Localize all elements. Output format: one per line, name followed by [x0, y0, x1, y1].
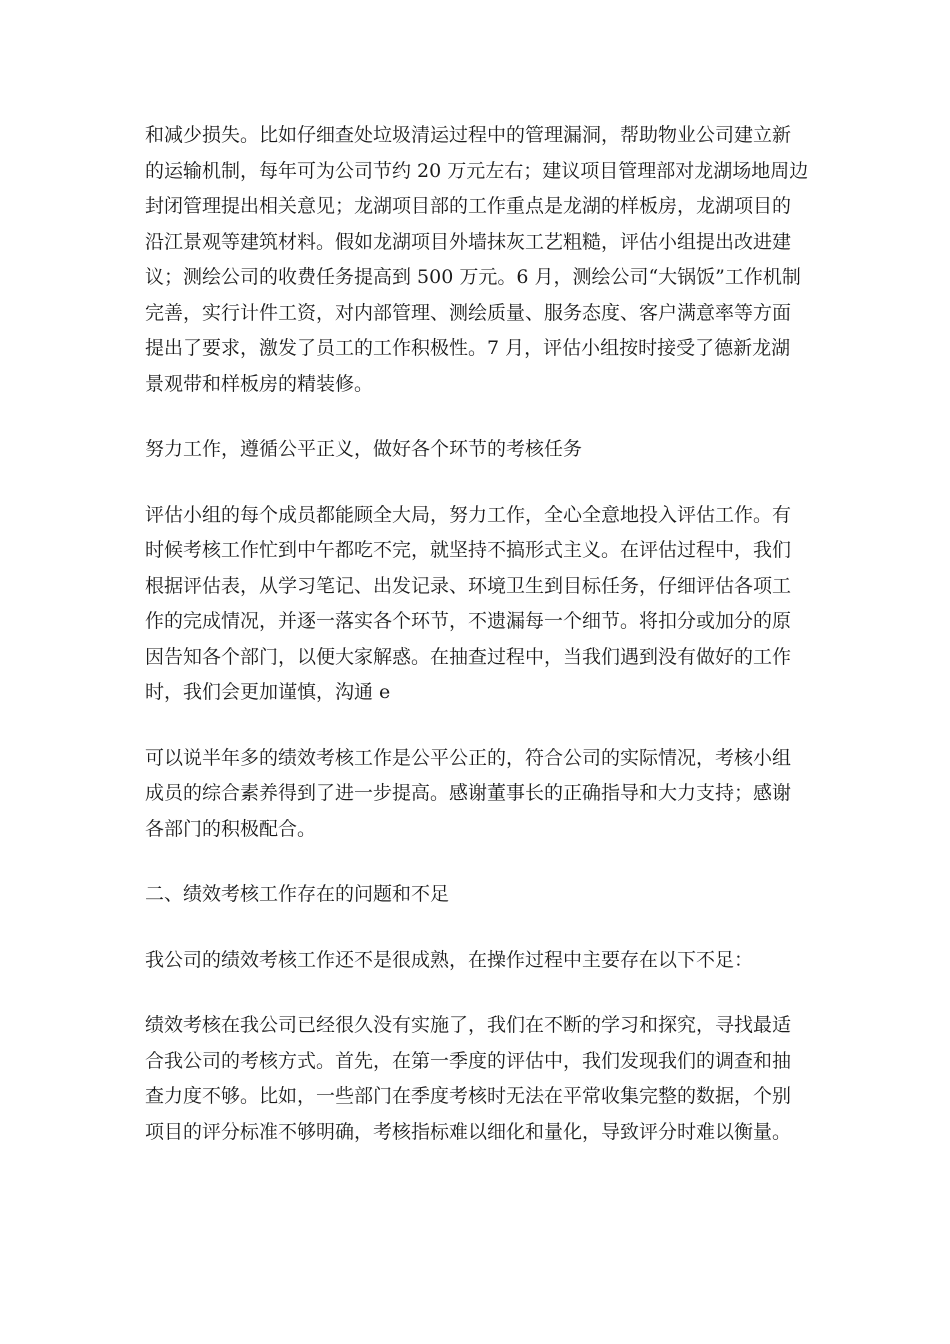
text-line: 景观带和样板房的精装修。: [145, 372, 374, 395]
text-line: 成员的综合素养得到了进一步提高。感谢董事长的正确指导和大力支持；感谢: [145, 782, 792, 804]
heading-line: 努力工作，遵循公平正义，做好各个环节的考核任务: [145, 438, 583, 460]
section-heading-fair-assessment: [145, 432, 810, 468]
text-line: 的运输机制，每年可为公司节约 20 万元左右；建议项目管理部对龙湖场地周边: [145, 159, 809, 182]
text-line: 合我公司的考核方式。首先，在第一季度的评估中，我们发现我们的调查和抽: [145, 1049, 792, 1072]
text-line: 时候考核工作忙到中午都吃不完，就坚持不搞形式主义。在评估过程中，我们: [145, 539, 792, 561]
text-line: 各部门的积极配合。: [145, 817, 317, 840]
text-line: 完善，实行计件工资，对内部管理、测绘质量、服务态度、客户满意率等方面: [145, 301, 792, 324]
text-line: 提出了要求，激发了员工的工作积极性。7 月，评估小组按时接受了德新龙湖: [145, 337, 791, 359]
text-line: 封闭管理提出相关意见；龙湖项目部的工作重点是龙湖的样板房，龙湖项目的: [145, 195, 792, 217]
text-line: 我公司的绩效考核工作还不是很成熟，在操作过程中主要存在以下不足：: [145, 948, 754, 971]
paragraph-loss-reduction: [145, 118, 810, 402]
text-line: 因告知各个部门，以便大家解惑。在抽查过程中，当我们遇到没有做好的工作: [145, 645, 792, 668]
text-line: 沿江景观等建筑材料。假如龙湖项目外墙抹灰工艺粗糙，评估小组提出改进建: [145, 230, 792, 253]
text-line: 查力度不够。比如，一些部门在季度考核时无法在平常收集完整的数据，个别: [145, 1085, 792, 1107]
text-line: 议；测绘公司的收费任务提高到 500 万元。6 月，测绘公司“大锅饭”工作机制: [145, 266, 801, 288]
document-page: [145, 118, 810, 1180]
paragraph-shortcomings-detail: [145, 1008, 810, 1150]
text-line: 根据评估表，从学习笔记、出发记录、环境卫生到目标任务，仔细评估各项工: [145, 574, 792, 597]
text-line: 和减少损失。比如仔细查处垃圾清运过程中的管理漏洞，帮助物业公司建立新: [145, 124, 792, 146]
text-line: 绩效考核在我公司已经很久没有实施了，我们在不断的学习和探究，寻找最适: [145, 1014, 792, 1036]
text-line: 可以说半年多的绩效考核工作是公平公正的，符合公司的实际情况，考核小组: [145, 746, 792, 769]
text-line: 评估小组的每个成员都能顾全大局，努力工作，全心全意地投入评估工作。有: [145, 503, 792, 526]
text-line: 时，我们会更加谨慎，沟通 e: [145, 681, 391, 703]
section-heading-problems: [145, 877, 810, 913]
paragraph-team-effort: [145, 498, 810, 711]
text-line: 作的完成情况，并逐一落实各个环节，不遗漏每一个细节。将扣分或加分的原: [145, 610, 792, 632]
paragraph-shortcomings-intro: [145, 943, 810, 979]
text-line: 项目的评分标准不够明确，考核指标难以细化和量化，导致评分时难以衡量。: [145, 1120, 792, 1143]
paragraph-summary-thanks: [145, 741, 810, 848]
heading-line: 二、绩效考核工作存在的问题和不足: [145, 883, 450, 905]
